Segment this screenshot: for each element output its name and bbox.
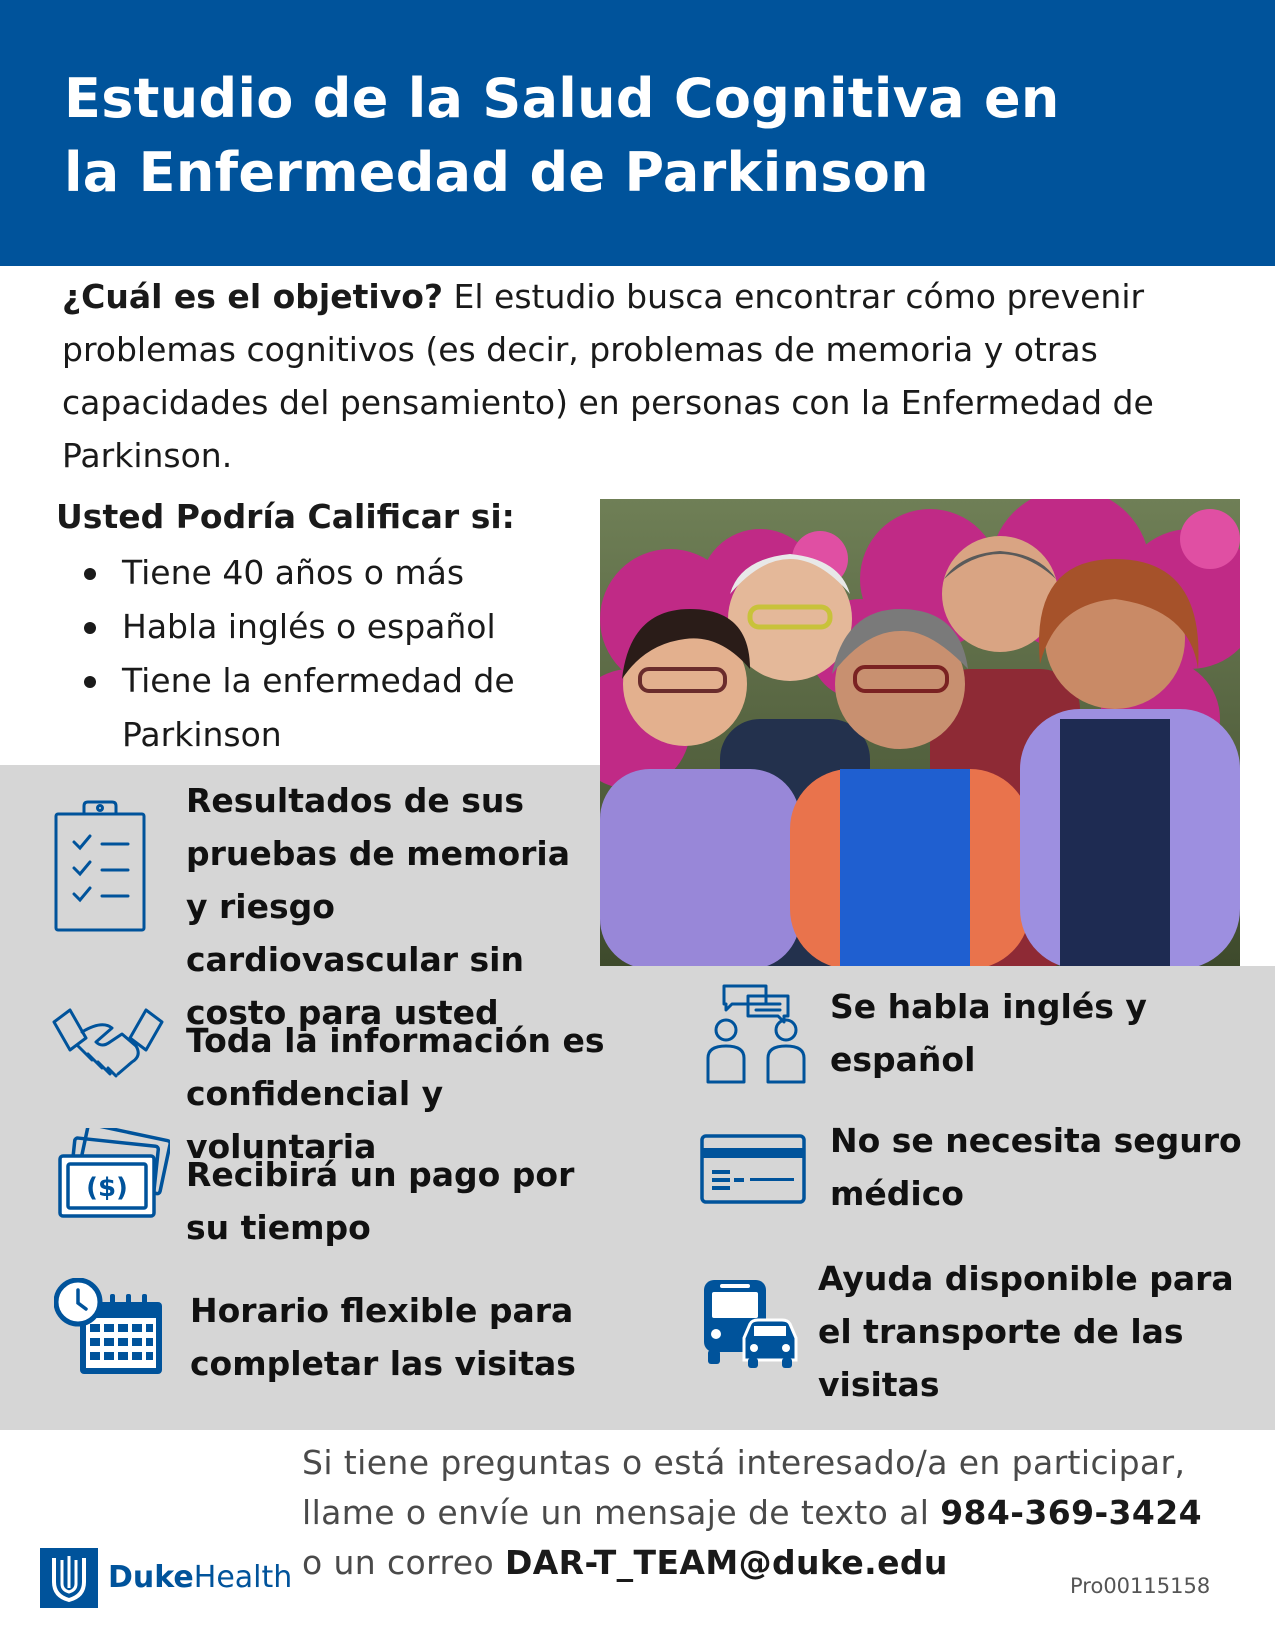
feature-transport: Ayuda disponible para el transporte de las visitas (818, 1259, 1234, 1404)
feature-language: Se habla inglés y español (830, 987, 1147, 1079)
title-banner (0, 0, 1275, 266)
svg-text:($): ($) (86, 1173, 128, 1203)
qualify-list (84, 546, 564, 762)
contact-info (302, 1438, 1262, 1588)
protocol-number: Pro00115158 (1070, 1574, 1211, 1598)
page-title (64, 62, 1060, 210)
list-item: Habla inglés o español (84, 600, 564, 654)
email-address[interactable]: DAR-T_TEAM@duke.edu (504, 1543, 948, 1582)
handshake-icon (52, 1008, 164, 1084)
contact-line-1: Si tiene preguntas o está interesado/a en participar, (302, 1443, 1186, 1482)
qualify-title: Usted Podría Calificar si: (56, 497, 515, 536)
objective-question: ¿Cuál es el objetivo? (62, 277, 444, 316)
insurance-card-icon (700, 1134, 806, 1208)
contact-line-3: o un correo DAR-T_TEAM@duke.edu (302, 1543, 948, 1582)
people-chat-icon (704, 982, 808, 1090)
title-line-2: la Enfermedad de Parkinson (64, 141, 929, 204)
group-photo (600, 499, 1240, 966)
clock-calendar-icon (54, 1278, 164, 1380)
title-line-1: Estudio de la Salud Cognitiva en (64, 67, 1060, 130)
feature-schedule: Horario flexible para completar las visitas (190, 1291, 576, 1383)
objective-paragraph (62, 270, 1212, 482)
contact-line-2: llame o envíe un mensaje de texto al 984-369-3424 (302, 1493, 1202, 1532)
logo-wordmark: DukeHealth (108, 1560, 293, 1595)
list-item: Tiene la enfermedad de Parkinson (84, 654, 564, 762)
feature-payment: Recibirá un pago por su tiempo (186, 1155, 575, 1247)
list-item: Tiene 40 años o más (84, 546, 564, 600)
feature-insurance: No se necesita seguro médico (830, 1121, 1242, 1213)
feature-results: Resultados de sus pruebas de memoria y riesgo cardiovascular sin costo para usted (186, 781, 570, 1032)
money-bills-icon (54, 1128, 170, 1224)
phone-number[interactable]: 984-369-3424 (940, 1493, 1202, 1532)
duke-shield-icon (40, 1548, 98, 1608)
objective-text: El estudio busca encontrar cómo prevenir problemas cognitivos (es decir, problemas de memoria y otras capacidades del pensamiento) en personas con la Enfermedad de Parkinson. (62, 277, 1154, 475)
clipboard-checklist-icon (52, 800, 148, 938)
feature-confidential: Toda la información es confidencial y voluntaria (186, 1021, 605, 1166)
bus-car-icon (702, 1278, 798, 1374)
